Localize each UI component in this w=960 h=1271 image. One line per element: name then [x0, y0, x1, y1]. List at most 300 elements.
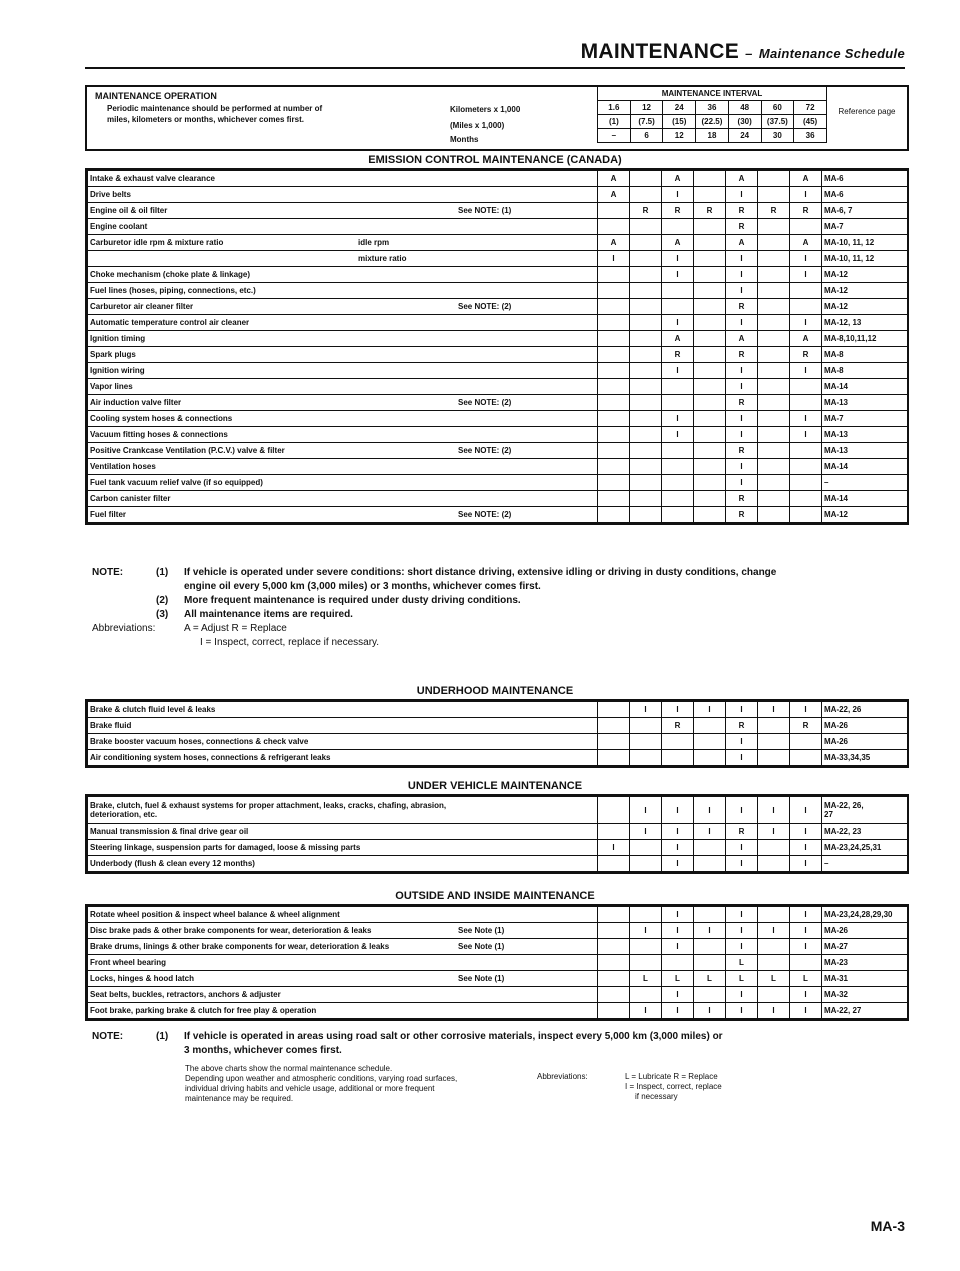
title-subtitle: Maintenance Schedule — [758, 46, 905, 61]
interval-cell — [758, 267, 790, 283]
ref-value: MA-6 — [824, 190, 844, 199]
interval-cell: I — [726, 840, 758, 856]
title-dash: – — [745, 46, 753, 61]
interval-cell: R — [726, 507, 758, 523]
table-row — [88, 395, 908, 411]
abbr2-line-2: I = Inspect, correct, replace — [625, 1082, 722, 1091]
interval-cell — [630, 235, 662, 251]
interval-cell: I — [790, 824, 822, 840]
underhood-title: UNDERHOOD MAINTENANCE — [416, 685, 574, 697]
mi-2: (15) — [663, 115, 696, 129]
table-row — [88, 411, 908, 427]
interval-cell: R — [726, 219, 758, 235]
abbr2-line-1: L = Lubricate R = Replace — [625, 1072, 718, 1081]
interval-cell: I — [662, 840, 694, 856]
interval-cell — [694, 267, 726, 283]
interval-cell — [758, 235, 790, 251]
interval-cell — [630, 219, 662, 235]
table-row — [88, 824, 908, 840]
interval-cell — [598, 702, 630, 718]
interval-cell: I — [726, 987, 758, 1003]
interval-cell: I — [790, 411, 822, 427]
item-label: Drive belts — [90, 190, 131, 199]
reference-page — [822, 219, 908, 235]
item-label: Vacuum fitting hoses & connections — [90, 430, 228, 439]
schedule-header — [85, 85, 909, 151]
interval-cell: I — [662, 923, 694, 939]
interval-cell — [694, 379, 726, 395]
interval-cell: A — [598, 171, 630, 187]
interval-cell — [694, 187, 726, 203]
reference-page — [822, 315, 908, 331]
table-row — [88, 475, 908, 491]
item-note: See Note (1) — [458, 942, 505, 951]
interval-cell — [790, 734, 822, 750]
interval-cell — [630, 347, 662, 363]
interval-cell — [790, 475, 822, 491]
outside-table — [85, 904, 909, 1021]
table-row — [88, 955, 908, 971]
abbr-line-2: I = Inspect, correct, replace if necessary. — [200, 637, 380, 648]
table-row — [88, 734, 908, 750]
reference-page — [822, 459, 908, 475]
item-label: Cooling system hoses & connections — [90, 414, 233, 423]
interval-cell: L — [726, 955, 758, 971]
interval-cell: I — [790, 1003, 822, 1019]
item-name — [88, 824, 598, 840]
table-row — [88, 987, 908, 1003]
mi-6: (45) — [794, 115, 827, 129]
page-number: MA-3 — [870, 1218, 905, 1234]
reference-page — [822, 955, 908, 971]
ref-value-cont: 27 — [824, 810, 833, 819]
item-label: Choke mechanism (choke plate & linkage) — [90, 270, 251, 279]
title-rule — [85, 67, 905, 69]
interval-cell: L — [694, 971, 726, 987]
interval-cell — [694, 955, 726, 971]
item-label: Air conditioning system hoses, connections & refrigerant leaks — [90, 753, 331, 762]
interval-cell — [630, 427, 662, 443]
interval-cell: I — [726, 363, 758, 379]
interval-cell: I — [694, 797, 726, 824]
interval-cell: A — [790, 331, 822, 347]
reference-page — [822, 702, 908, 718]
interval-cell: L — [790, 971, 822, 987]
note-label: NOTE: — [92, 567, 124, 578]
interval-cell: I — [790, 363, 822, 379]
interval-cell — [694, 395, 726, 411]
table-row — [88, 507, 908, 523]
note-1-num: (1) — [156, 567, 169, 578]
item-label: Steering linkage, suspension parts for damaged, loose & missing parts — [90, 843, 361, 852]
interval-cell — [694, 235, 726, 251]
interval-cell — [694, 475, 726, 491]
interval-cell — [694, 427, 726, 443]
months-6: 36 — [794, 129, 827, 143]
interval-cell: I — [694, 824, 726, 840]
interval-cell — [694, 331, 726, 347]
item-note: See NOTE: (2) — [458, 446, 512, 455]
mi-4: (30) — [728, 115, 761, 129]
interval-cell — [790, 955, 822, 971]
interval-cell: R — [726, 203, 758, 219]
interval-cell — [630, 459, 662, 475]
reference-page — [822, 939, 908, 955]
reference-page — [822, 907, 908, 923]
interval-cell — [630, 411, 662, 427]
interval-cell: I — [662, 267, 694, 283]
table-row — [88, 750, 908, 766]
reference-page — [822, 507, 908, 523]
interval-cell — [758, 251, 790, 267]
note2-1-text-a: If vehicle is operated in areas using road salt or other corrosive materials, inspect every 5,000 km (3,000 miles) or — [184, 1031, 723, 1042]
interval-cell: A — [662, 331, 694, 347]
op-desc-2: miles, kilometers or months, whichever comes first. — [107, 115, 304, 124]
interval-cell: I — [662, 856, 694, 872]
months-1: 6 — [630, 129, 663, 143]
item-name — [88, 702, 598, 718]
interval-cell — [758, 395, 790, 411]
ref-value: MA-26 — [824, 721, 849, 730]
item-label: Air induction valve filter — [90, 398, 182, 407]
item-label: Engine coolant — [90, 222, 148, 231]
interval-cell — [758, 363, 790, 379]
interval-cell: I — [726, 856, 758, 872]
interval-cell — [598, 331, 630, 347]
interval-cell: I — [726, 797, 758, 824]
interval-cell: R — [726, 443, 758, 459]
interval-title: MAINTENANCE INTERVAL — [598, 87, 827, 101]
interval-cell — [758, 491, 790, 507]
table-row — [88, 251, 908, 267]
reference-page — [822, 331, 908, 347]
ref-value: MA-12 — [824, 286, 849, 295]
table-row — [88, 171, 908, 187]
interval-cell — [598, 315, 630, 331]
item-label-cont: deterioration, etc. — [90, 810, 158, 819]
interval-cell — [694, 347, 726, 363]
interval-cell — [758, 718, 790, 734]
reference-page — [822, 395, 908, 411]
item-label: Fuel tank vacuum relief valve (if so equipped) — [90, 478, 263, 487]
interval-cell — [758, 379, 790, 395]
ref-value: MA-23,24,28,29,30 — [824, 910, 893, 919]
interval-cell — [598, 750, 630, 766]
interval-cell — [598, 347, 630, 363]
interval-cell — [790, 750, 822, 766]
reference-page — [822, 475, 908, 491]
interval-cell — [790, 459, 822, 475]
interval-cell: I — [694, 1003, 726, 1019]
interval-cell: R — [790, 718, 822, 734]
interval-cell: R — [726, 347, 758, 363]
item-label: Positive Crankcase Ventilation (P.C.V.) valve & filter — [90, 446, 285, 455]
km-0: 1.6 — [598, 101, 631, 115]
ref-value: MA-6, 7 — [824, 206, 853, 215]
interval-cell — [758, 750, 790, 766]
interval-cell — [758, 507, 790, 523]
table-row — [88, 856, 908, 872]
months-0: – — [598, 129, 631, 143]
mi-0: (1) — [598, 115, 631, 129]
item-name — [88, 718, 598, 734]
interval-cell: A — [662, 235, 694, 251]
reference-page — [822, 171, 908, 187]
interval-cell — [662, 475, 694, 491]
op-desc-1: Periodic maintenance should be performed at number of — [107, 104, 323, 113]
interval-cell: I — [662, 187, 694, 203]
interval-cell — [598, 443, 630, 459]
interval-cell — [694, 987, 726, 1003]
interval-cell — [662, 219, 694, 235]
interval-cell: A — [726, 235, 758, 251]
item-label: Rotate wheel position & inspect wheel balance & wheel alignment — [90, 910, 340, 919]
note-3-text: All maintenance items are required. — [184, 609, 353, 620]
item-name — [88, 379, 598, 395]
interval-cell: I — [662, 1003, 694, 1019]
item-name — [88, 331, 598, 347]
interval-cell: I — [790, 251, 822, 267]
months-row — [598, 129, 827, 143]
item-label: Carbon canister filter — [90, 494, 171, 503]
item-name — [88, 187, 598, 203]
note-3-num: (3) — [156, 609, 169, 620]
interval-cell: R — [662, 718, 694, 734]
interval-cell: R — [662, 203, 694, 219]
interval-cell — [790, 283, 822, 299]
interval-cell: I — [758, 824, 790, 840]
interval-cell — [758, 987, 790, 1003]
interval-cell: I — [790, 797, 822, 824]
item-name — [88, 267, 598, 283]
interval-cell — [630, 840, 662, 856]
interval-cell — [598, 459, 630, 475]
interval-cell: I — [790, 856, 822, 872]
reference-page — [822, 299, 908, 315]
interval-cell — [598, 718, 630, 734]
ref-value: MA-12 — [824, 270, 849, 279]
interval-cell: I — [662, 315, 694, 331]
interval-cell — [758, 939, 790, 955]
ref-value: MA-14 — [824, 494, 849, 503]
reference-page — [822, 987, 908, 1003]
interval-cell — [630, 955, 662, 971]
interval-cell — [662, 734, 694, 750]
interval-cell — [598, 734, 630, 750]
interval-cell — [662, 459, 694, 475]
item-label: Brake drums, linings & other brake components for wear, deterioration & leaks — [90, 942, 390, 951]
mi-3: (22.5) — [696, 115, 729, 129]
interval-cell: I — [790, 315, 822, 331]
interval-cell: A — [726, 331, 758, 347]
table-row — [88, 315, 908, 331]
interval-cell: A — [662, 171, 694, 187]
reference-page — [822, 971, 908, 987]
op-title: MAINTENANCE OPERATION — [95, 91, 217, 101]
interval-cell: I — [726, 459, 758, 475]
item-label: Front wheel bearing — [90, 958, 167, 967]
interval-cell: R — [758, 203, 790, 219]
item-label: Ignition wiring — [90, 366, 145, 375]
title-main: MAINTENANCE — [580, 40, 740, 63]
interval-cell: I — [790, 907, 822, 923]
months-4: 24 — [728, 129, 761, 143]
ref-value: MA-33,34,35 — [824, 753, 871, 762]
table-row — [88, 427, 908, 443]
note2-1-text-b: 3 months, whichever comes first. — [184, 1045, 342, 1056]
interval-cell: I — [726, 427, 758, 443]
interval-cell — [630, 251, 662, 267]
table-row — [88, 971, 908, 987]
interval-cell: R — [790, 203, 822, 219]
item-name — [88, 251, 598, 267]
item-name — [88, 856, 598, 872]
item-name — [88, 363, 598, 379]
interval-cell — [598, 987, 630, 1003]
interval-cell: R — [726, 299, 758, 315]
undervehicle-title: UNDER VEHICLE MAINTENANCE — [407, 780, 583, 792]
interval-cell: I — [790, 267, 822, 283]
table-row — [88, 347, 908, 363]
item-name — [88, 171, 598, 187]
table-row — [88, 939, 908, 955]
interval-cell — [790, 379, 822, 395]
interval-cell — [598, 856, 630, 872]
reference-page — [822, 750, 908, 766]
item-label: Engine oil & oil filter — [90, 206, 168, 215]
interval-cell — [598, 363, 630, 379]
ref-value: MA-31 — [824, 974, 849, 983]
months-label: Months — [450, 135, 479, 144]
interval-cell — [598, 395, 630, 411]
interval-cell: I — [694, 923, 726, 939]
interval-cell: I — [662, 702, 694, 718]
interval-cell: A — [790, 171, 822, 187]
item-label: Disc brake pads & other brake components for wear, deterioration & leaks — [90, 926, 372, 935]
interval-cell — [758, 427, 790, 443]
interval-cell: I — [758, 797, 790, 824]
ref-value: MA-12 — [824, 510, 849, 519]
months-2: 12 — [663, 129, 696, 143]
ref-value: MA-7 — [824, 222, 844, 231]
interval-cell: R — [790, 347, 822, 363]
interval-cell: R — [662, 347, 694, 363]
interval-cell — [694, 856, 726, 872]
table-row — [88, 718, 908, 734]
interval-cell: I — [662, 824, 694, 840]
reference-page — [822, 491, 908, 507]
disclaimer-line-4: maintenance may be required. — [185, 1094, 294, 1103]
interval-cell: L — [630, 971, 662, 987]
interval-cell — [758, 840, 790, 856]
item-note: See NOTE: (2) — [458, 302, 512, 311]
interval-cell — [662, 379, 694, 395]
item-label: Underbody (flush & clean every 12 months) — [90, 859, 255, 868]
item-label: Ventilation hoses — [90, 462, 156, 471]
abbr-label: Abbreviations: — [92, 623, 156, 634]
interval-cell — [790, 443, 822, 459]
interval-cell: I — [726, 750, 758, 766]
mi-5: (37.5) — [761, 115, 794, 129]
interval-cell — [758, 187, 790, 203]
interval-cell — [694, 363, 726, 379]
interval-cell — [598, 299, 630, 315]
abbr2-block — [625, 1072, 722, 1102]
ref-value: MA-14 — [824, 382, 849, 391]
interval-cell: I — [726, 267, 758, 283]
interval-cell: I — [662, 427, 694, 443]
ref-value: MA-10, 11, 12 — [824, 254, 875, 263]
interval-cell — [758, 283, 790, 299]
interval-cell: I — [758, 1003, 790, 1019]
interval-cell: I — [726, 411, 758, 427]
ref-value: MA-26 — [824, 737, 849, 746]
interval-cell — [694, 491, 726, 507]
interval-cell — [694, 251, 726, 267]
reference-page — [822, 251, 908, 267]
outside-grid — [87, 906, 908, 1019]
interval-cell — [694, 459, 726, 475]
interval-cell — [598, 379, 630, 395]
table-row — [88, 1003, 908, 1019]
item-name — [88, 347, 598, 363]
interval-cell: I — [790, 987, 822, 1003]
interval-cell — [758, 734, 790, 750]
table-row — [88, 267, 908, 283]
interval-cell — [598, 939, 630, 955]
table-row — [88, 459, 908, 475]
note-2-num: (2) — [156, 595, 169, 606]
item-name — [88, 971, 598, 987]
item-name — [88, 907, 598, 923]
ref-value: MA-12, 13 — [824, 318, 862, 327]
interval-cell: I — [630, 1003, 662, 1019]
interval-cell: A — [790, 235, 822, 251]
item-name — [88, 507, 598, 523]
notes-outside — [92, 1030, 892, 1058]
interval-cell — [790, 491, 822, 507]
interval-cell — [758, 219, 790, 235]
item-label: Locks, hinges & hood latch — [90, 974, 195, 983]
interval-cell: I — [726, 907, 758, 923]
outside-title: OUTSIDE AND INSIDE MAINTENANCE — [395, 890, 595, 902]
table-row — [88, 331, 908, 347]
interval-cell: A — [598, 187, 630, 203]
item-name — [88, 411, 598, 427]
reference-page — [822, 718, 908, 734]
item-name — [88, 840, 598, 856]
interval-cell — [758, 856, 790, 872]
interval-cell — [630, 331, 662, 347]
reference-page — [822, 840, 908, 856]
interval-cell — [758, 955, 790, 971]
ref-value: MA-13 — [824, 446, 849, 455]
item-note: See Note (1) — [458, 926, 505, 935]
interval-cell: I — [726, 187, 758, 203]
interval-cell: I — [662, 987, 694, 1003]
interval-cell — [662, 507, 694, 523]
table-row — [88, 187, 908, 203]
interval-cell — [630, 395, 662, 411]
page-title — [581, 40, 905, 64]
item-label: Seat belts, buckles, retractors, anchors & adjuster — [90, 990, 281, 999]
interval-cell — [694, 750, 726, 766]
table-row — [88, 702, 908, 718]
interval-cell — [694, 283, 726, 299]
item-name — [88, 797, 598, 824]
interval-cell: R — [726, 491, 758, 507]
interval-cell — [662, 955, 694, 971]
